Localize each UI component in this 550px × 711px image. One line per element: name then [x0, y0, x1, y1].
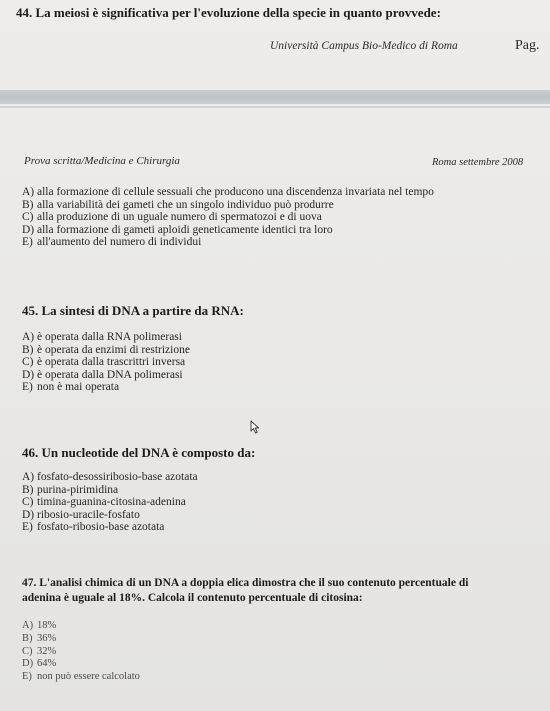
- option-item[interactable]: E) non è mai operata: [22, 381, 120, 394]
- option-item[interactable]: A) alla formazione di cellule sessuali che producono una discendenza invariata nel tempo: [22, 186, 434, 198]
- question-45-options: [22, 331, 190, 394]
- option-item[interactable]: D) ribosio-uracile-fosfato: [22, 508, 140, 521]
- exam-place-date: Roma settembre 2008: [432, 157, 524, 168]
- option-item[interactable]: C) è operata dalla trascrittri inversa: [22, 356, 186, 369]
- university-header: Università Campus Bio-Medico di Roma: [270, 40, 458, 52]
- page-label: Pag.: [515, 38, 540, 53]
- option-item[interactable]: C) alla produzione di un uguale numero di spermatozoi e di uova: [22, 211, 322, 224]
- question-47-title-line-2: adenina è uguale al 18%. Calcola il contenuto percentuale di citosina:: [22, 592, 363, 604]
- option-item[interactable]: E) all'aumento del numero di individui: [22, 236, 202, 249]
- scan-band: [0, 90, 550, 104]
- option-item[interactable]: B) è operata da enzimi di restrizione: [22, 343, 190, 356]
- mouse-cursor-icon: [250, 420, 260, 434]
- option-item[interactable]: B) 36%: [22, 632, 57, 644]
- option-item[interactable]: E) non può essere calcolato: [22, 671, 140, 683]
- question-47-options: [22, 620, 140, 684]
- option-item[interactable]: D) alla formazione di gameti aploidi geneticamente identici tra loro: [22, 223, 333, 236]
- question-46-title: 46. Un nucleotide del DNA è composto da:: [22, 445, 256, 460]
- question-44-title: 44. La meiosi è significativa per l'evoluzione della specie in quanto provvede:: [16, 5, 441, 20]
- option-item[interactable]: B) alla variabilità dei gameti che un singolo individuo può produrre: [22, 198, 334, 211]
- option-item[interactable]: D) 64%: [22, 658, 57, 670]
- option-item[interactable]: A) è operata dalla RNA polimerasi: [22, 331, 182, 343]
- option-item[interactable]: E) fosfato-ribosio-base azotata: [22, 521, 165, 534]
- question-45-title: 45. La sintesi di DNA a partire da RNA:: [22, 303, 244, 318]
- exam-title: Prova scritta/Medicina e Chirurgia: [24, 155, 180, 167]
- scan-band-line: [0, 106, 550, 108]
- option-item[interactable]: A) 18%: [22, 620, 57, 631]
- option-item[interactable]: B) purina-pirimidina: [22, 483, 119, 496]
- question-47-title-line-1: 47. L'analisi chimica di un DNA a doppia elica dimostra che il suo contenuto percentuale di: [22, 577, 469, 589]
- question-44-options: [22, 186, 434, 249]
- option-item[interactable]: A) fosfato-desossiribosio-base azotata: [22, 471, 198, 483]
- option-item[interactable]: C) 32%: [22, 645, 57, 657]
- question-46-options: [22, 471, 198, 534]
- option-item[interactable]: C) timina-guanina-citosina-adenina: [22, 496, 186, 509]
- option-item[interactable]: D) è operata dalla DNA polimerasi: [22, 368, 183, 381]
